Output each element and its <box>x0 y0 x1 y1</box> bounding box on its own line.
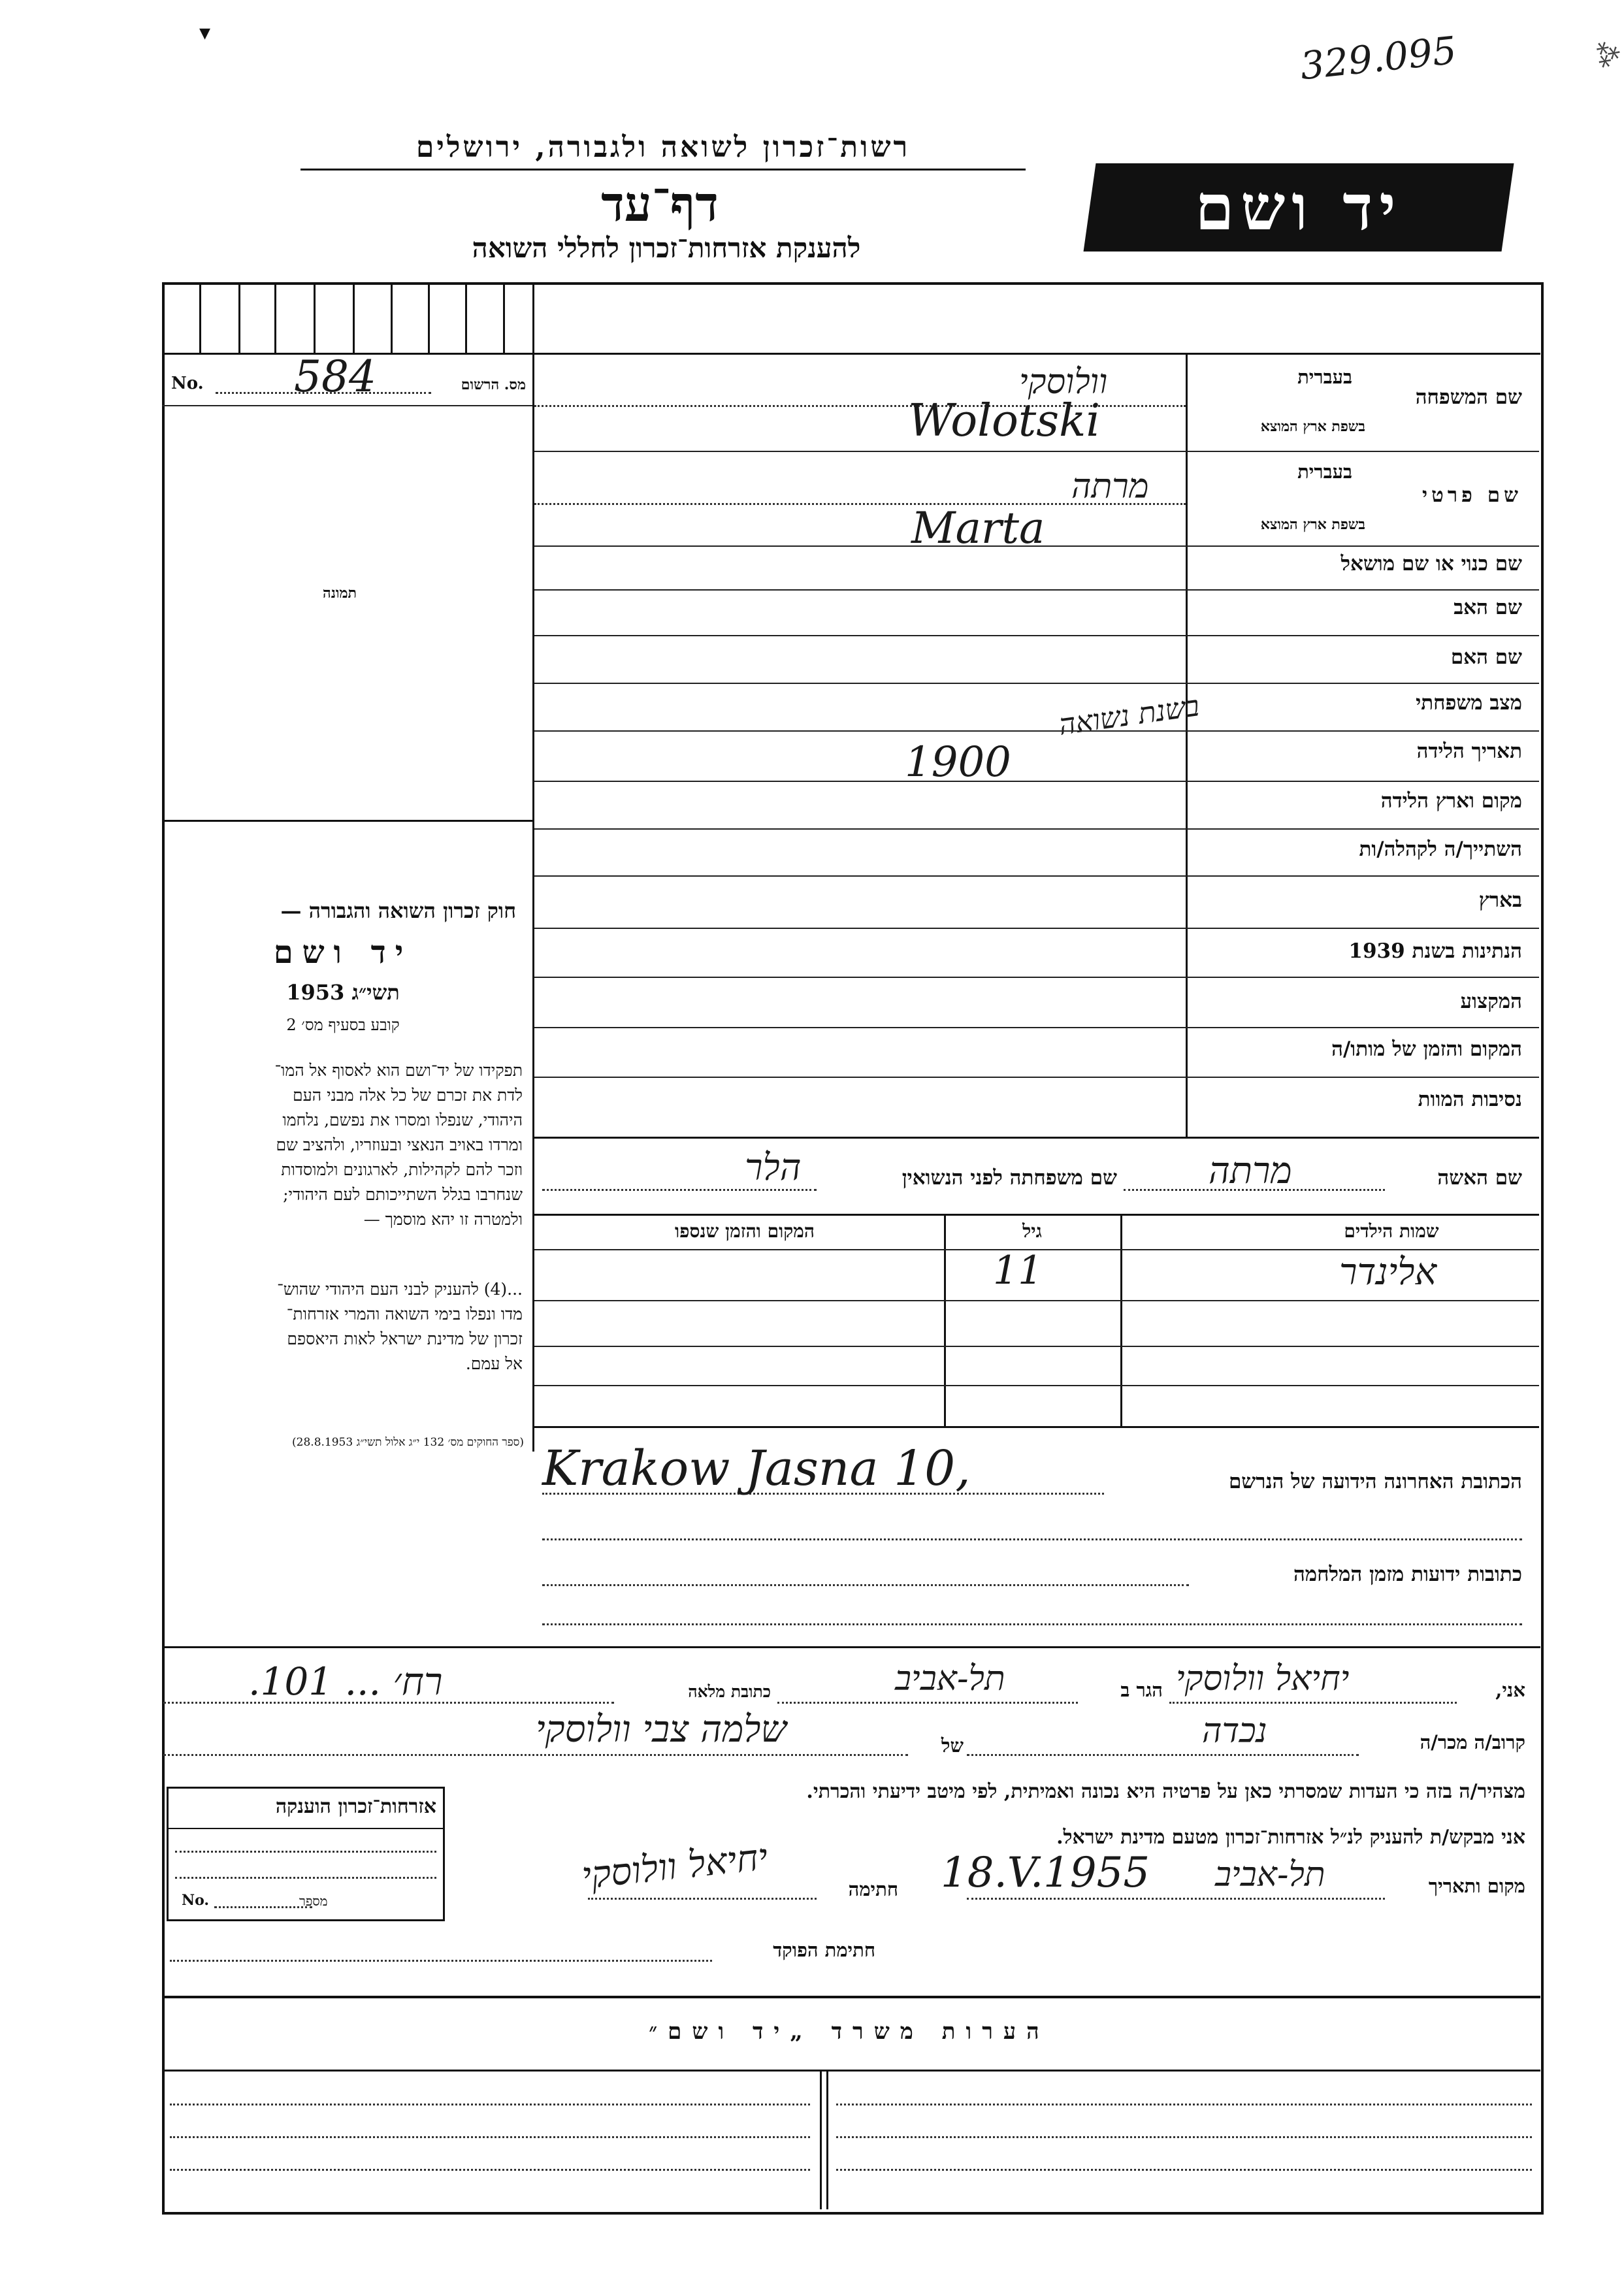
nickname-label: שם כנוי או שם מושאל <box>1340 552 1522 576</box>
death-circ-label: נסיבות המוות <box>1418 1088 1522 1111</box>
remarks-divider <box>820 2070 822 2209</box>
surname-hebrew: וולוסקי <box>1019 363 1108 402</box>
wife-name-value: מרתה <box>1209 1150 1292 1192</box>
registration-number: 584 <box>294 351 376 402</box>
photo-label: תמונה <box>323 585 357 602</box>
wartime-address-label: כתובות ידועות מזמן המלחמה <box>1293 1563 1522 1586</box>
law-year: תשי״ג 1953 <box>286 980 400 1005</box>
firstname-label: שם פרטי <box>1421 483 1522 507</box>
last-address-value: Krakow Jasna 10, <box>542 1440 971 1497</box>
marital-label: מצב משפחתי <box>1416 691 1522 715</box>
children-col-1 <box>944 1214 946 1426</box>
children-place-header: המקום והזמן שנספו <box>675 1220 815 1242</box>
marital-hw: בשנת נשואה <box>1056 689 1201 742</box>
form-subtitle: להענקת אזרחות־זכרון לחללי השואה <box>472 232 861 264</box>
left-column-divider <box>532 282 534 1452</box>
death-place-label: המקום והזמן של מותו/ה <box>1331 1037 1522 1061</box>
relation-label: קרוב/ה מכר/ה <box>1420 1731 1525 1753</box>
authority-title: רשות־זכרון לשואה ולגבורה, ירושלים <box>415 131 911 164</box>
declarant-top-line <box>162 1646 1540 1648</box>
children-col-2 <box>1120 1214 1122 1426</box>
place-date-label: מקום ותאריך <box>1428 1875 1525 1897</box>
granted-title: אזרחות־זכרון הוענקה <box>275 1795 436 1818</box>
firstname-hebrew: מרתה <box>1071 467 1149 506</box>
surname-label: שם המשפחה <box>1415 385 1522 409</box>
of-label: של <box>941 1734 964 1757</box>
law-body-2: ...(4) להעניק לבני העם היהודי שהוש־ מדו ונפלו בימי השואה והמרי אזרחות־ זכרון של מדינת ישראל לאות היאספם אל עמם. <box>277 1280 523 1373</box>
corner-tick: ▾ <box>199 20 211 46</box>
signature-value: יחיאל וולוסקי <box>579 1836 770 1898</box>
logo-text: יד ושם <box>1195 171 1403 244</box>
corner-mark: ⁂ <box>1589 39 1624 70</box>
officer-signature-label: חתימת הפוקד <box>773 1939 875 1961</box>
mother-label: שם האם <box>1450 645 1522 669</box>
archive-number: 329.095 <box>1298 27 1459 89</box>
request-text: אני מבקש/ת להעניק לנ״ל אזרחות־זכרון מטעם מדינת ישראל. <box>1056 1826 1525 1849</box>
granted-no-label: No. <box>182 1892 210 1909</box>
declarant-address: רח׳ ... 101. <box>248 1659 443 1704</box>
photo-bottom-line <box>162 820 532 822</box>
country-label: בארץ <box>1478 888 1522 912</box>
office-remarks-title: הערות משרד „יד ושם״ <box>649 2019 1050 2045</box>
authority-underline <box>300 169 1026 171</box>
origin-lang-label-2: בשפת ארץ המוצא <box>1260 516 1365 533</box>
maiden-name-value: הלר <box>745 1146 802 1189</box>
origin-lang-label-1: בשפת ארץ המוצא <box>1260 418 1365 435</box>
birthdate-value: 1900 <box>905 738 1011 787</box>
place-value: תל-אביב <box>1215 1855 1325 1894</box>
firstname-origin: Marta <box>911 503 1045 553</box>
label-column-divider <box>1186 353 1188 1137</box>
law-body-1: תפקידו של יד־ושם הוא לאסוף אל המו־ לדת את זכרם של כל אלה מבני העם היהודי, שנפלו ומסרו את נפשם, נלחמו ומרדו באויב הנאצי ובעוזריו, ולהציב שם וזכר להם לקהילות, לארגונים ולמוסדות שנחרבו בגלל השתייכותם לעם היהודי; ולמטרה זו יהא מוסמך — <box>274 1061 523 1229</box>
declarant-name: יחיאל וולוסקי <box>1176 1659 1350 1698</box>
citizenship-label: הנתינות בשנת 1939 <box>1348 939 1522 963</box>
yad-vashem-logo <box>1084 163 1514 252</box>
wife-name-label: שם האשה <box>1437 1166 1522 1190</box>
law-clause: קובע בסעיף מס׳ 2 <box>286 1016 400 1034</box>
child-age: 11 <box>993 1248 1043 1293</box>
remarks-top-line <box>162 1996 1540 1998</box>
declarant-i-label: אני, <box>1495 1679 1525 1701</box>
surname-origin: Wolotski <box>908 395 1101 447</box>
declaration-text: מצהיר/ה בזה כי העדות שמסרתי כאן על פרטיה היא נכונה ואמיתית, לפי מיטב ידיעתי והכרתי. <box>806 1780 1525 1803</box>
community-label: השתייך/ה לקהלה/ות <box>1359 837 1522 861</box>
birthdate-label: תאריך הלידה <box>1416 739 1522 763</box>
father-label: שם האב <box>1453 596 1522 619</box>
date-value: 18.V.1955 <box>941 1849 1150 1897</box>
last-address-label: הכתובת האחרונה הידועה של הנרשם <box>1228 1470 1522 1493</box>
child-name: אלינדר <box>1339 1251 1437 1293</box>
birthplace-label: מקום וארץ הלידה <box>1380 789 1522 813</box>
children-names-header: שמות הילדים <box>1344 1220 1439 1242</box>
law-title: חוק זכרון השואה והגבורה — <box>280 898 516 923</box>
hebrew-label-2: בעברית <box>1297 461 1352 483</box>
signature-label: חתימה <box>848 1878 898 1900</box>
address-full-label: כתובת מלאה <box>688 1682 771 1701</box>
law-name: יד ושם <box>273 934 413 971</box>
granted-number-label: מספר <box>299 1893 328 1909</box>
children-age-header: גיל <box>1022 1220 1042 1242</box>
law-source: (ספר החוקים מס׳ 132 י״ג אלול תשי״ג 28.8.1953) <box>292 1436 524 1449</box>
granted-box <box>167 1787 445 1921</box>
profession-label: המקצוע <box>1460 990 1522 1013</box>
form-title: דף־עד <box>601 176 719 233</box>
registration-label: מס. הרשום <box>461 376 526 393</box>
declarant-city: תל-אביב <box>895 1659 1005 1698</box>
maiden-name-label: שם משפחתה לפני הנשואין <box>901 1166 1117 1190</box>
hebrew-label-1: בעברית <box>1297 366 1352 388</box>
of-value: שלמה צבי וולוסקי <box>536 1708 787 1751</box>
resides-label: הגר ב <box>1120 1679 1163 1701</box>
registration-no-label: No. <box>171 374 204 393</box>
relation-value: נכדה <box>1202 1712 1267 1751</box>
